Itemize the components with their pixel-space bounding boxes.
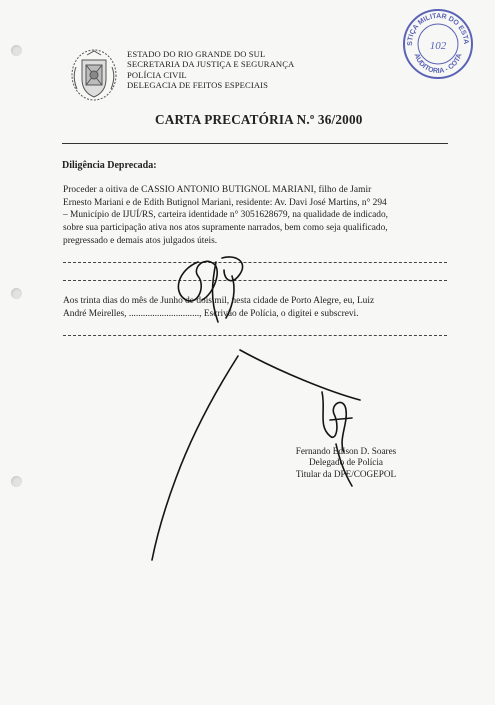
document-title: CARTA PRECATÓRIA N.º 36/2000 bbox=[155, 112, 363, 127]
letterhead bbox=[127, 49, 294, 91]
section-label: Diligência Deprecada: bbox=[62, 160, 157, 171]
punch-hole bbox=[11, 45, 22, 56]
paragraph-line: sobre sua participação ativa nos atos supramente narrados, bem como seja qualificado, bbox=[63, 223, 388, 234]
punch-hole bbox=[11, 476, 22, 487]
coat-of-arms-icon bbox=[69, 47, 119, 103]
signer-title: Titular da DPE/COGEPOL bbox=[295, 468, 397, 479]
court-stamp bbox=[401, 7, 475, 81]
paragraph-line: – Município de IJUÍ/RS, carteira identidade n° 3051628679, na qualidade de indicado, bbox=[63, 210, 389, 221]
dashed-separator bbox=[63, 280, 447, 281]
dashed-separator bbox=[63, 262, 447, 263]
paragraph-line: pregressado e demais atos julgados úteis. bbox=[63, 235, 218, 246]
request-paragraph bbox=[63, 184, 447, 248]
punch-hole bbox=[11, 288, 22, 299]
stamp-text-bottom: AUDITORIA - COTA bbox=[412, 52, 464, 76]
paragraph-line: Aos trinta dias do mês de Junho de dois mil, nesta cidade de Porto Alegre, eu, Luiz bbox=[63, 296, 375, 306]
horizontal-rule bbox=[62, 143, 448, 144]
header-line: DELEGACIA DE FEITOS ESPECIAIS bbox=[127, 80, 268, 91]
paragraph-line: André Meirelles, .............................., Escrivão de Polícia, o digitei e subscrevi. bbox=[63, 308, 359, 319]
dashed-separator bbox=[63, 335, 447, 336]
signature-block bbox=[271, 446, 421, 480]
header-line: SECRETARIA DA JUSTIÇA E SEGURANÇA bbox=[127, 59, 295, 70]
stamp-number: 102 bbox=[429, 40, 447, 52]
signer-name: Fernando Edison D. Soares bbox=[295, 446, 397, 456]
paragraph-line: Proceder a oitiva de CASSIO ANTONIO BUTIGNOL MARIANI, filho de Jamir bbox=[63, 185, 372, 195]
signer-role: Delegado de Polícia bbox=[309, 457, 383, 468]
header-line: POLÍCIA CIVIL bbox=[127, 69, 187, 80]
paragraph-line: Ernesto Mariani e de Edith Butignol Mariani, residente: Av. Davi José Martins, n° 294 bbox=[63, 197, 387, 208]
stamp-text-top: STIÇA MILITAR DO ESTA bbox=[406, 12, 470, 46]
header-line: ESTADO DO RIO GRANDE DO SUL bbox=[127, 49, 266, 59]
closing-paragraph bbox=[63, 295, 447, 320]
